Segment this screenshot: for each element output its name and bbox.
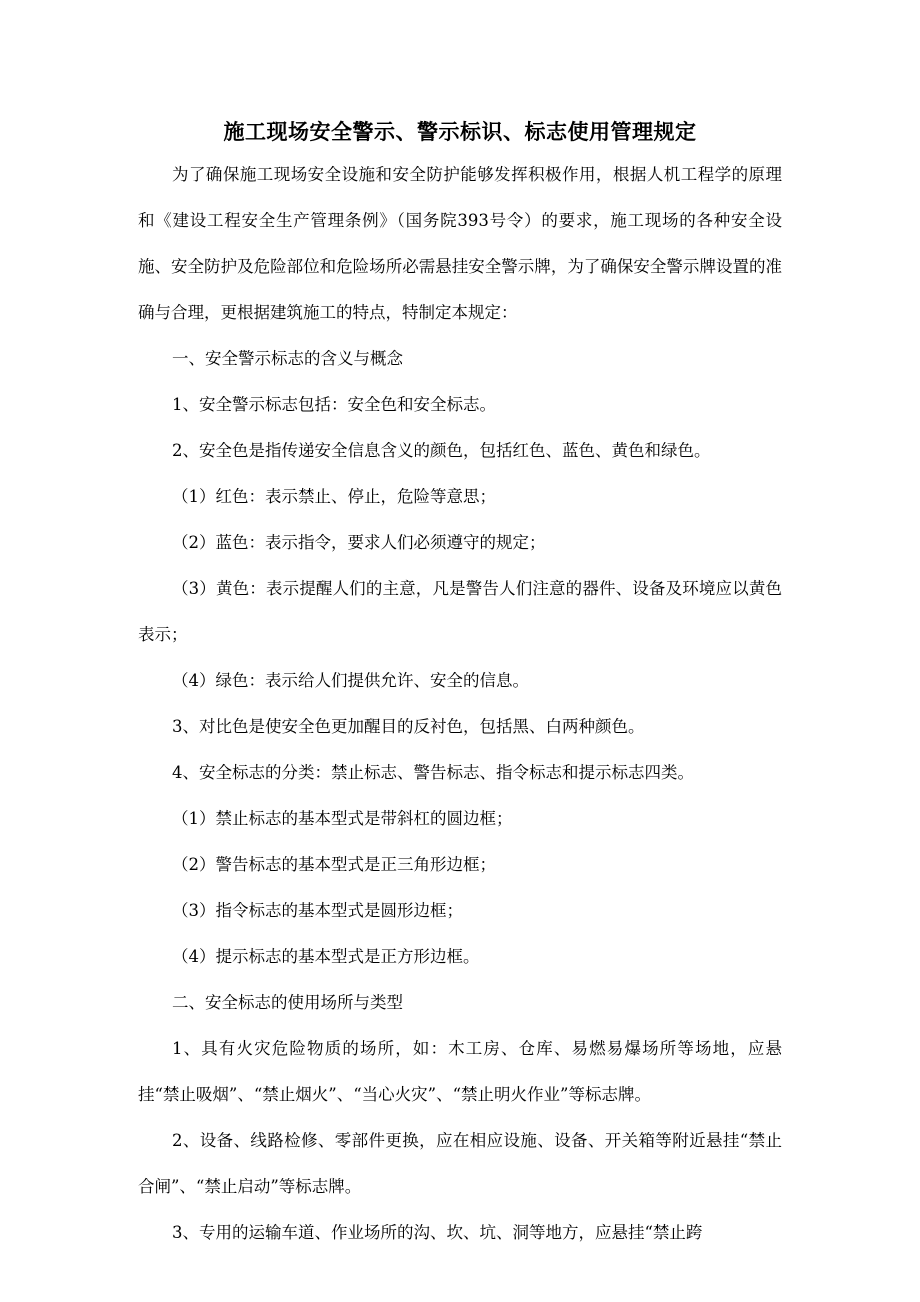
section-heading-1: 一、安全警示标志的含义与概念: [172, 349, 403, 368]
paragraph-1-1: 1、安全警示标志包括：安全色和安全标志。: [172, 395, 496, 414]
paragraph-2-2: 2、设备、线路检修、零部件更换，应在相应设施、设备、开关箱等附近悬挂“禁止合闸”、“禁止启动”等标志牌。: [138, 1131, 782, 1196]
paragraph-1-2: 2、安全色是指传递安全信息含义的颜色，包括红色、蓝色、黄色和绿色。: [172, 441, 711, 460]
section-heading-2: 二、安全标志的使用场所与类型: [172, 993, 403, 1012]
paragraph-2-3: 3、专用的运输车道、作业场所的沟、坎、坑、洞等地方，应悬挂“禁止跨: [172, 1223, 703, 1242]
document-page: [138, 112, 782, 1256]
item-red: （1）红色：表示禁止、停止，危险等意思；: [172, 487, 496, 506]
item-mandatory-sign: （3）指令标志的基本型式是圆形边框；: [172, 901, 463, 920]
item-yellow: （3）黄色：表示提醒人们的主意，凡是警告人们注意的器件、设备及环境应以黄色表示；: [138, 579, 782, 644]
item-green: （4）绿色：表示给人们提供允许、安全的信息。: [172, 671, 529, 690]
intro-paragraph: 为了确保施工现场安全设施和安全防护能够发挥积极作用，根据人机工程学的原理和《建设工程安全生产管理条例》（国务院393号令）的要求，施工现场的各种安全设施、安全防护及危险部位和危险场所必需悬挂安全警示牌，为了确保安全警示牌设置的准确与合理，更根据建筑施工的特点，特制定本规定：: [138, 165, 782, 322]
document-title: 施工现场安全警示、警示标识、标志使用管理规定: [223, 119, 697, 144]
item-warning-sign: （2）警告标志的基本型式是正三角形边框；: [172, 855, 496, 874]
paragraph-2-1: 1、具有火灾危险物质的场所，如：木工房、仓库、易燃易爆场所等场地，应悬挂“禁止吸烟”、“禁止烟火”、“当心火灾”、“禁止明火作业”等标志牌。: [138, 1039, 782, 1104]
paragraph-1-4: 4、安全标志的分类：禁止标志、警告标志、指令标志和提示标志四类。: [172, 763, 694, 782]
item-information-sign: （4）提示标志的基本型式是正方形边框。: [172, 947, 480, 966]
item-blue: （2）蓝色：表示指令，要求人们必须遵守的规定；: [172, 533, 546, 552]
paragraph-1-3: 3、对比色是使安全色更加醒目的反衬色，包括黑、白两种颜色。: [172, 717, 645, 736]
item-prohibition-sign: （1）禁止标志的基本型式是带斜杠的圆边框；: [172, 809, 513, 828]
